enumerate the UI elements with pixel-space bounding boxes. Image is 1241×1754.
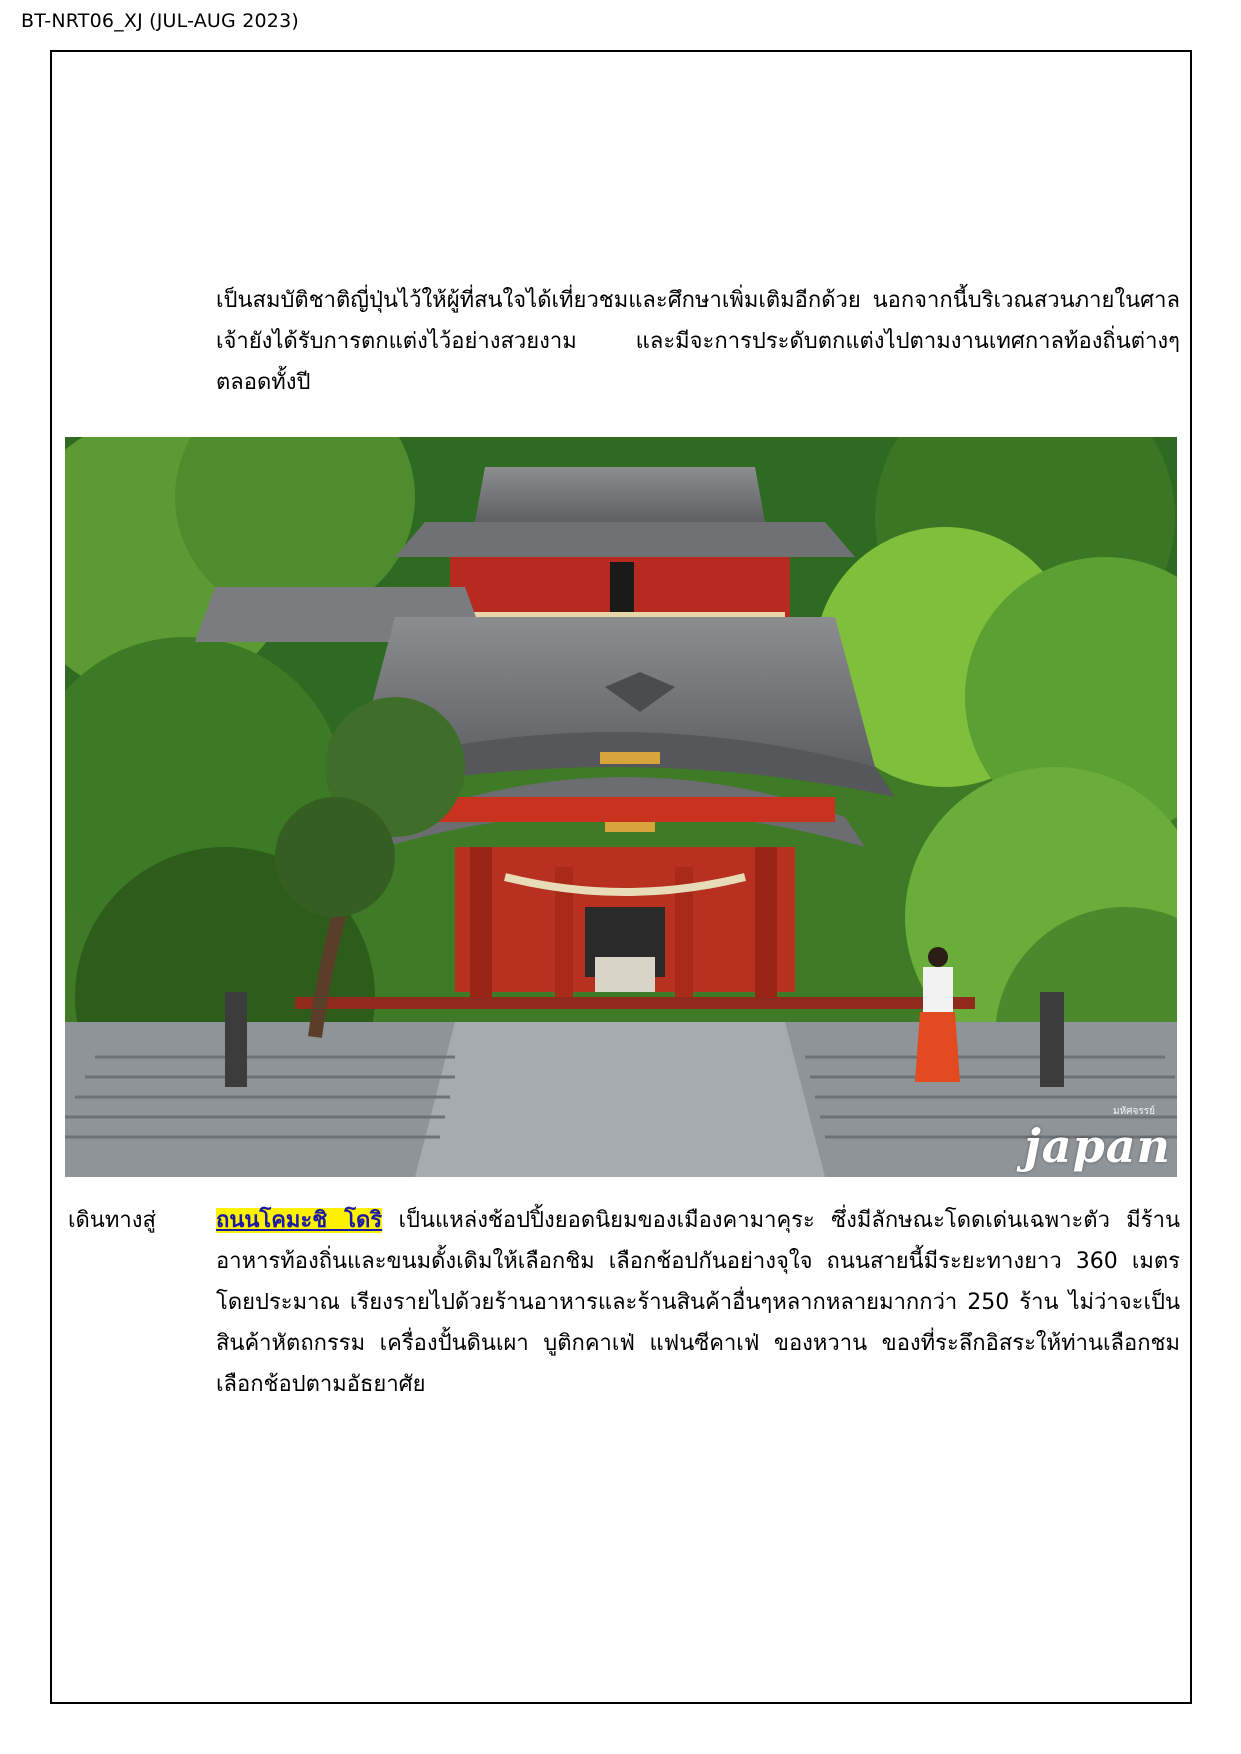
- document-code: BT-NRT06_XJ (JUL-AUG 2023): [21, 10, 299, 32]
- shrine-photo: [65, 437, 1177, 1177]
- intro-paragraph: เป็นสมบัติชาติญี่ปุ่นไว้ให้ผู้ที่สนใจได้เที่ยวชมและศึกษาเพิ่มเติมอีกด้วย นอกจากนี้บริเวณสวนภายในศาลเจ้ายังได้รับการตกแต่งไว้อย่างสวยงาม และมีจะการประดับตกแต่งไปตามงานเทศกาลท้องถิ่นต่างๆ ตลอดทั้งปี: [216, 288, 1180, 395]
- walk-paragraph: [216, 1200, 1180, 1405]
- walk-description: เป็นแหล่งช้อปปิ้งยอดนิยมของเมืองคามาคุระ ซึ่งมีลักษณะโดดเด่นเฉพาะตัว มีร้านอาหารท้องถิ่นและขนมดั้งเดิมให้เลือกชิม เลือกช้อปกันอย่างจุใจ ถนนสายนี้มีระยะทางยาว 360 เมตรโดยประมาณ เรียงรายไปด้วยร้านอาหารและร้านสินค้าอื่นๆหลากหลายมากกว่า 250 ร้าน ไม่ว่าจะเป็นสินค้าหัตถกรรม เครื่องปั้นดินเผา บูติกคาเฟ่ แฟนซีคาเฟ่ ของหวาน ของที่ระลึกอิสระให้ท่านเลือกชม เลือกช้อปตามอัธยาศัย: [216, 1208, 1181, 1397]
- walk-label: เดินทางสู่: [68, 1208, 156, 1233]
- watermark-subtext: มหัศจรรย์: [1113, 1106, 1155, 1117]
- place-name-link[interactable]: ถนนโคมะชิ โดริ: [216, 1208, 383, 1233]
- shrine-illustration: [65, 437, 1177, 1177]
- watermark-logo: japan: [1024, 1119, 1171, 1173]
